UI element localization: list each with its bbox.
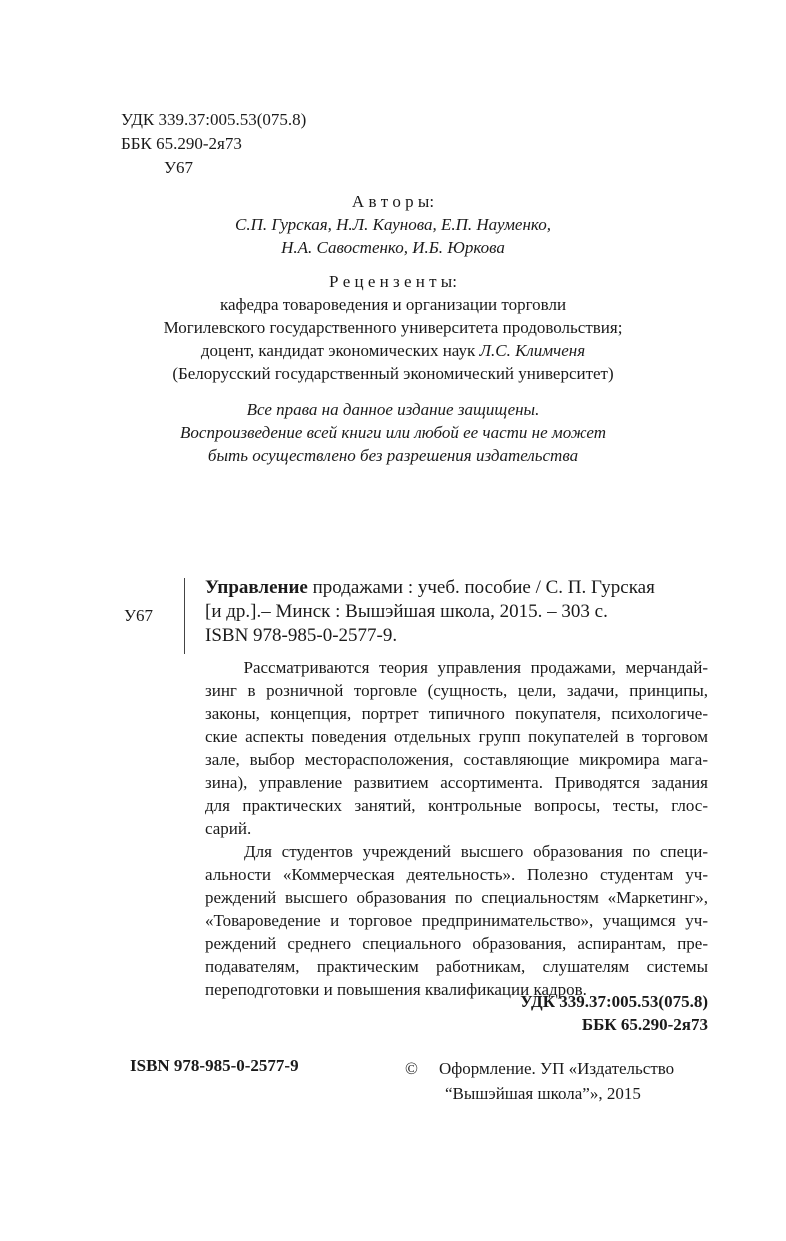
annotation-line: переподготовки и повышения квалификации кадров. — [205, 980, 587, 999]
reviewers-line-3 — [0, 339, 786, 362]
reviewers-block — [0, 270, 786, 385]
annotation-paragraph-2 — [205, 840, 708, 1001]
rights-notice — [0, 398, 786, 467]
annotation-line: реждений среднего специального образования, аспирантам, пре- — [205, 934, 708, 953]
authors-heading: А в т о р ы: — [351, 192, 435, 211]
rights-line-2: Воспроизведение всей книги или любой ее части не может — [180, 423, 606, 442]
rights-line-1: Все права на данное издание защищены. — [246, 400, 540, 419]
bibliography-author-mark: У67 — [124, 606, 154, 625]
annotation-paragraph-1 — [205, 656, 708, 840]
bibliography-line-2: [и др.].– Минск : Вышэйшая школа, 2015. – 303 с. — [205, 601, 608, 622]
copyright-icon: © — [405, 1059, 418, 1078]
annotation-line: «Товароведение и торговое предпринимательство», учащимся уч- — [205, 911, 708, 930]
annotation — [205, 656, 708, 1001]
copyright-text-1: Оформление. УП «Издательство — [439, 1059, 675, 1078]
reviewers-line-2: Могилевского государственного университета продовольствия; — [163, 318, 623, 337]
reviewers-line-4: (Белорусский государственный экономический университет) — [172, 364, 614, 383]
bibliography-divider — [184, 578, 185, 654]
annotation-line: Рассматриваются теория управления продажами, мерчандай- — [205, 658, 708, 677]
bbk-code: ББК 65.290-2я73 — [121, 134, 242, 153]
bibliography-line-1-rest: продажами : учеб. пособие / С. П. Гурская — [307, 577, 655, 598]
annotation-line: ские аспекты поведения отдельных групп покупателей в торговом — [205, 727, 708, 746]
rights-line-3: быть осуществлено без разрешения издательства — [207, 446, 579, 465]
bibliography-title: Управление — [205, 577, 308, 598]
author-mark: У67 — [164, 158, 194, 177]
reviewers-heading: Р е ц е н з е н т ы: — [329, 272, 457, 291]
copyright-line-2: “Вышэйшая школа”», 2015 — [445, 1084, 641, 1103]
annotation-line: альности «Коммерческая деятельность». Полезно студентам уч- — [205, 865, 708, 884]
udk-code-bottom: УДК 339.37:005.53(075.8) — [520, 992, 708, 1011]
bibliographic-record — [205, 576, 655, 648]
bibliography-line-1 — [205, 576, 655, 600]
annotation-line: подавателям, практическим работникам, слушателям системы — [205, 957, 708, 976]
isbn: ISBN 978-985-0-2577-9 — [130, 1056, 299, 1075]
udk-code: УДК 339.37:005.53(075.8) — [121, 110, 307, 129]
classification-codes — [121, 108, 306, 180]
reviewers-line-1: кафедра товароведения и организации торговли — [219, 295, 567, 314]
bibliography-line-3: ISBN 978-985-0-2577-9. — [205, 625, 398, 646]
annotation-line: законы, концепция, портрет типичного покупателя, психологиче- — [205, 704, 708, 723]
annotation-line: зале, выбор месторасположения, составляющие микромира мага- — [205, 750, 708, 769]
classification-codes-bottom — [520, 990, 708, 1036]
reviewer-name: Л.С. Климченя — [479, 341, 586, 360]
authors-line-1: С.П. Гурская, Н.Л. Каунова, Е.П. Науменко, — [235, 215, 551, 234]
annotation-line: зина), управление развитием ассортимента. Приводятся задания — [205, 773, 708, 792]
authors-line-2: Н.А. Савостенко, И.Б. Юркова — [281, 238, 505, 257]
reviewer-title: доцент, кандидат экономических наук — [200, 341, 480, 360]
annotation-line: сарий. — [205, 819, 252, 838]
copyright-notice — [405, 1056, 674, 1106]
annotation-line: Для студентов учреждений высшего образования по специ- — [205, 842, 708, 861]
authors-block — [0, 190, 786, 259]
annotation-line: зинг в розничной торговле (сущность, цели, задачи, принципы, — [205, 681, 708, 700]
annotation-line: для практических занятий, контрольные вопросы, тесты, глос- — [205, 796, 708, 815]
annotation-line: реждений высшего образования по специальностям «Маркетинг», — [205, 888, 708, 907]
copyright-line-1 — [405, 1056, 674, 1081]
bbk-code-bottom: ББК 65.290-2я73 — [581, 1015, 708, 1034]
